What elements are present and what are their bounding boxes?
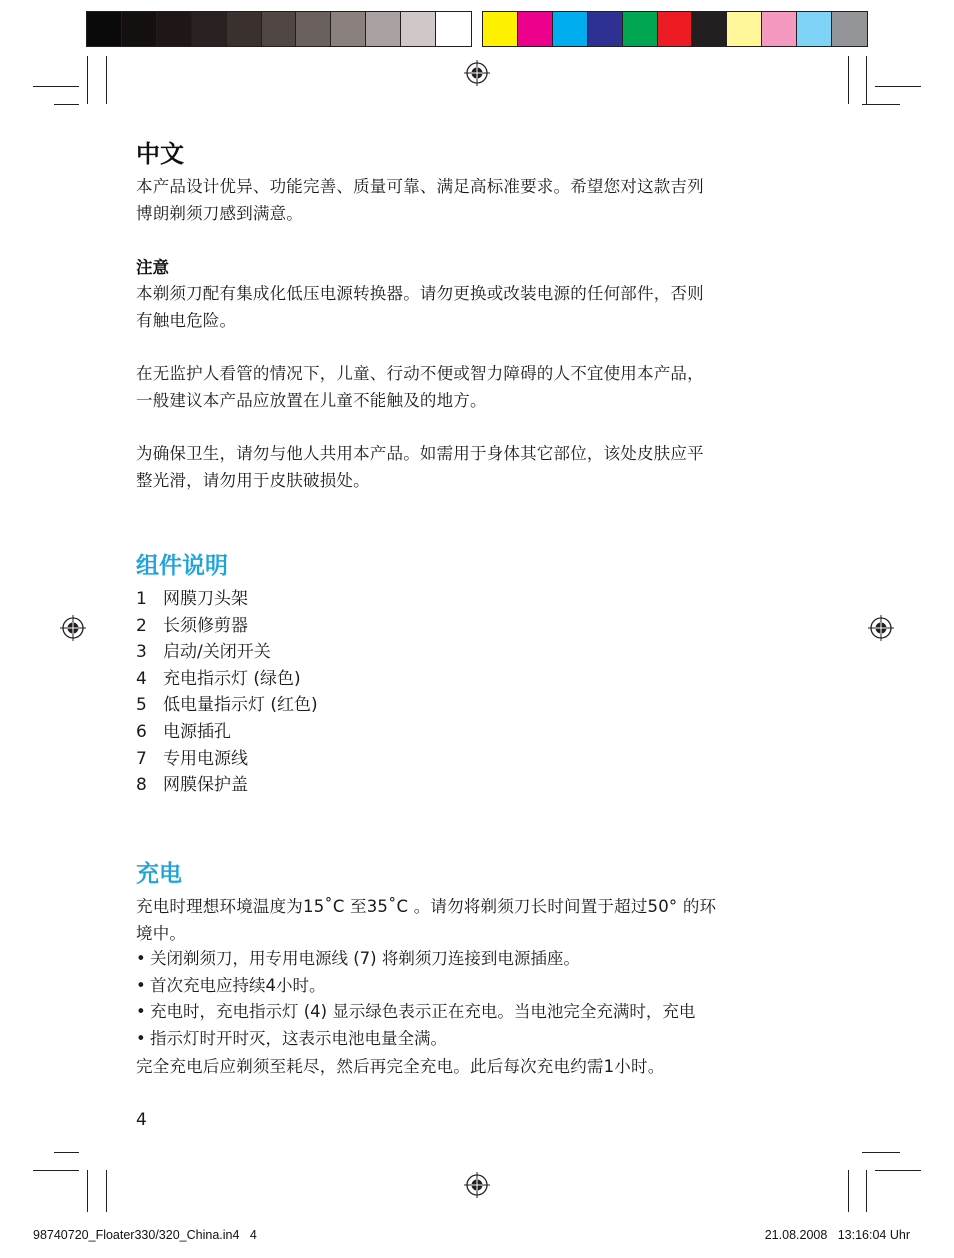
text-line: 本产品设计优异、功能完善、质量可靠、满足高标准要求。希望您对这款吉列 [136, 177, 704, 196]
list-item-label: 充电指示灯 (绿色) [163, 668, 301, 689]
process-color-bar [482, 11, 868, 47]
crop-mark [106, 1170, 107, 1212]
list-item-number: 2 [136, 615, 147, 636]
registration-mark-icon [464, 60, 490, 86]
registration-mark-icon [464, 1172, 490, 1198]
footer-timestamp: 21.08.2008 13:16:04 Uhr [764, 1228, 910, 1242]
bullet-text: 充电时，充电指示灯 (4) 显示绿色表示正在充电。当电池完全充满时，充电 [150, 1002, 696, 1022]
text-line: 有触电危险。 [136, 311, 237, 330]
bullet-dot-icon: • [136, 1028, 146, 1048]
registration-mark-icon [868, 615, 894, 641]
charging-closing: 完全充电后应剃须至耗尽，然后再完全充电。此后每次充电约需1小时。 [136, 1057, 665, 1076]
list-item-number: 3 [136, 642, 147, 663]
text-line: 一般建议本产品应放置在儿童不能触及的地方。 [136, 391, 487, 410]
crop-mark [875, 1170, 921, 1171]
bullet-item [136, 973, 826, 1000]
color-swatch [762, 12, 797, 46]
list-item [136, 772, 318, 799]
crop-mark [862, 104, 900, 105]
parts-list [136, 586, 318, 799]
notice-heading: 注意 [136, 258, 169, 277]
color-swatch [658, 12, 693, 46]
crop-mark [33, 1170, 79, 1171]
crop-mark [848, 56, 849, 104]
crop-mark [866, 1170, 867, 1212]
list-item [136, 746, 318, 773]
list-item-label: 电源插孔 [163, 721, 231, 742]
bullet-text: 指示灯时开时灭，这表示电池电量全满。 [150, 1028, 447, 1048]
list-item [136, 613, 318, 640]
text-line: 在无监护人看管的情况下，儿童、行动不便或智力障碍的人不宜使用本产品， [136, 364, 704, 383]
bullet-dot-icon: • [136, 949, 146, 968]
list-item-number: 7 [136, 748, 147, 769]
color-swatch [727, 12, 762, 46]
color-swatch [553, 12, 588, 46]
list-item-number: 1 [136, 589, 147, 609]
list-item-label: 网膜刀头架 [163, 589, 248, 609]
text-line: 博朗剃须刀感到满意。 [136, 204, 303, 223]
crop-mark [33, 86, 79, 87]
gray-swatch [296, 12, 331, 46]
text-line: 境中。 [136, 924, 187, 943]
list-item-label: 启动/关闭开关 [163, 642, 271, 663]
color-swatch [832, 12, 867, 46]
text-line: 本剃须刀配有集成化低压电源转换器。请勿更换或改装电源的任何部件，否则 [136, 284, 704, 303]
list-item-number: 8 [136, 775, 147, 796]
crop-mark [848, 1170, 849, 1212]
list-item-number: 4 [136, 668, 147, 689]
gray-swatch [331, 12, 366, 46]
crop-mark [862, 1152, 900, 1153]
crop-mark [54, 104, 79, 105]
gray-swatch [262, 12, 297, 46]
page-number: 4 [136, 1110, 147, 1130]
gray-swatch [87, 12, 122, 46]
gray-swatch [122, 12, 157, 46]
color-swatch [623, 12, 658, 46]
charging-intro [136, 893, 822, 947]
list-item-number: 6 [136, 721, 147, 742]
notice-paragraph-3 [136, 440, 822, 494]
bullet-item [136, 946, 826, 973]
crop-mark [106, 56, 107, 104]
gray-swatch [436, 12, 471, 46]
color-swatch [797, 12, 832, 46]
list-item-number: 5 [136, 695, 147, 716]
grayscale-color-bar [86, 11, 472, 47]
notice-paragraph-2 [136, 360, 822, 414]
crop-mark [87, 56, 88, 104]
list-item [136, 692, 318, 719]
notice-paragraph-1 [136, 280, 822, 334]
crop-mark [87, 1170, 88, 1212]
list-item [136, 666, 318, 693]
list-item-label: 低电量指示灯 (红色) [163, 695, 318, 716]
list-item [136, 639, 318, 666]
intro-paragraph [136, 173, 822, 227]
gray-swatch [401, 12, 436, 46]
text-line: 整光滑，请勿用于皮肤破损处。 [136, 471, 370, 490]
crop-mark [866, 56, 867, 104]
text-line: 充电时理想环境温度为15˚C 至35˚C 。请勿将剃须刀长时间置于超过50° 的环 [136, 897, 717, 916]
bullet-dot-icon: • [136, 975, 146, 995]
color-swatch [588, 12, 623, 46]
list-item-label: 网膜保护盖 [163, 775, 248, 796]
color-swatch [518, 12, 553, 46]
color-swatch [692, 12, 727, 46]
crop-mark [875, 86, 921, 87]
crop-mark [54, 1152, 79, 1153]
registration-mark-icon [60, 615, 86, 641]
bullet-item [136, 1026, 826, 1053]
bullet-text: 首次充电应持续4小时。 [150, 975, 326, 995]
gray-swatch [192, 12, 227, 46]
list-item-label: 专用电源线 [163, 748, 248, 769]
language-heading: 中文 [136, 140, 184, 168]
gray-swatch [366, 12, 401, 46]
bullet-text: 关闭剃须刀，用专用电源线 (7) 将剃须刀连接到电源插座。 [150, 949, 580, 968]
bullet-dot-icon: • [136, 1002, 146, 1022]
list-item [136, 586, 318, 613]
bullet-item [136, 999, 826, 1026]
list-item-label: 长须修剪器 [163, 615, 248, 636]
charging-bullet-list [136, 946, 826, 1052]
list-item [136, 719, 318, 746]
text-line: 为确保卫生，请勿与他人共用本产品。如需用于身体其它部位，该处皮肤应平 [136, 444, 704, 463]
parts-heading: 组件说明 [136, 553, 228, 579]
footer-file-info: 98740720_Floater330/320_China.in4 4 [33, 1228, 257, 1242]
color-swatch [483, 12, 518, 46]
gray-swatch [157, 12, 192, 46]
charging-heading: 充电 [136, 861, 182, 887]
gray-swatch [227, 12, 262, 46]
